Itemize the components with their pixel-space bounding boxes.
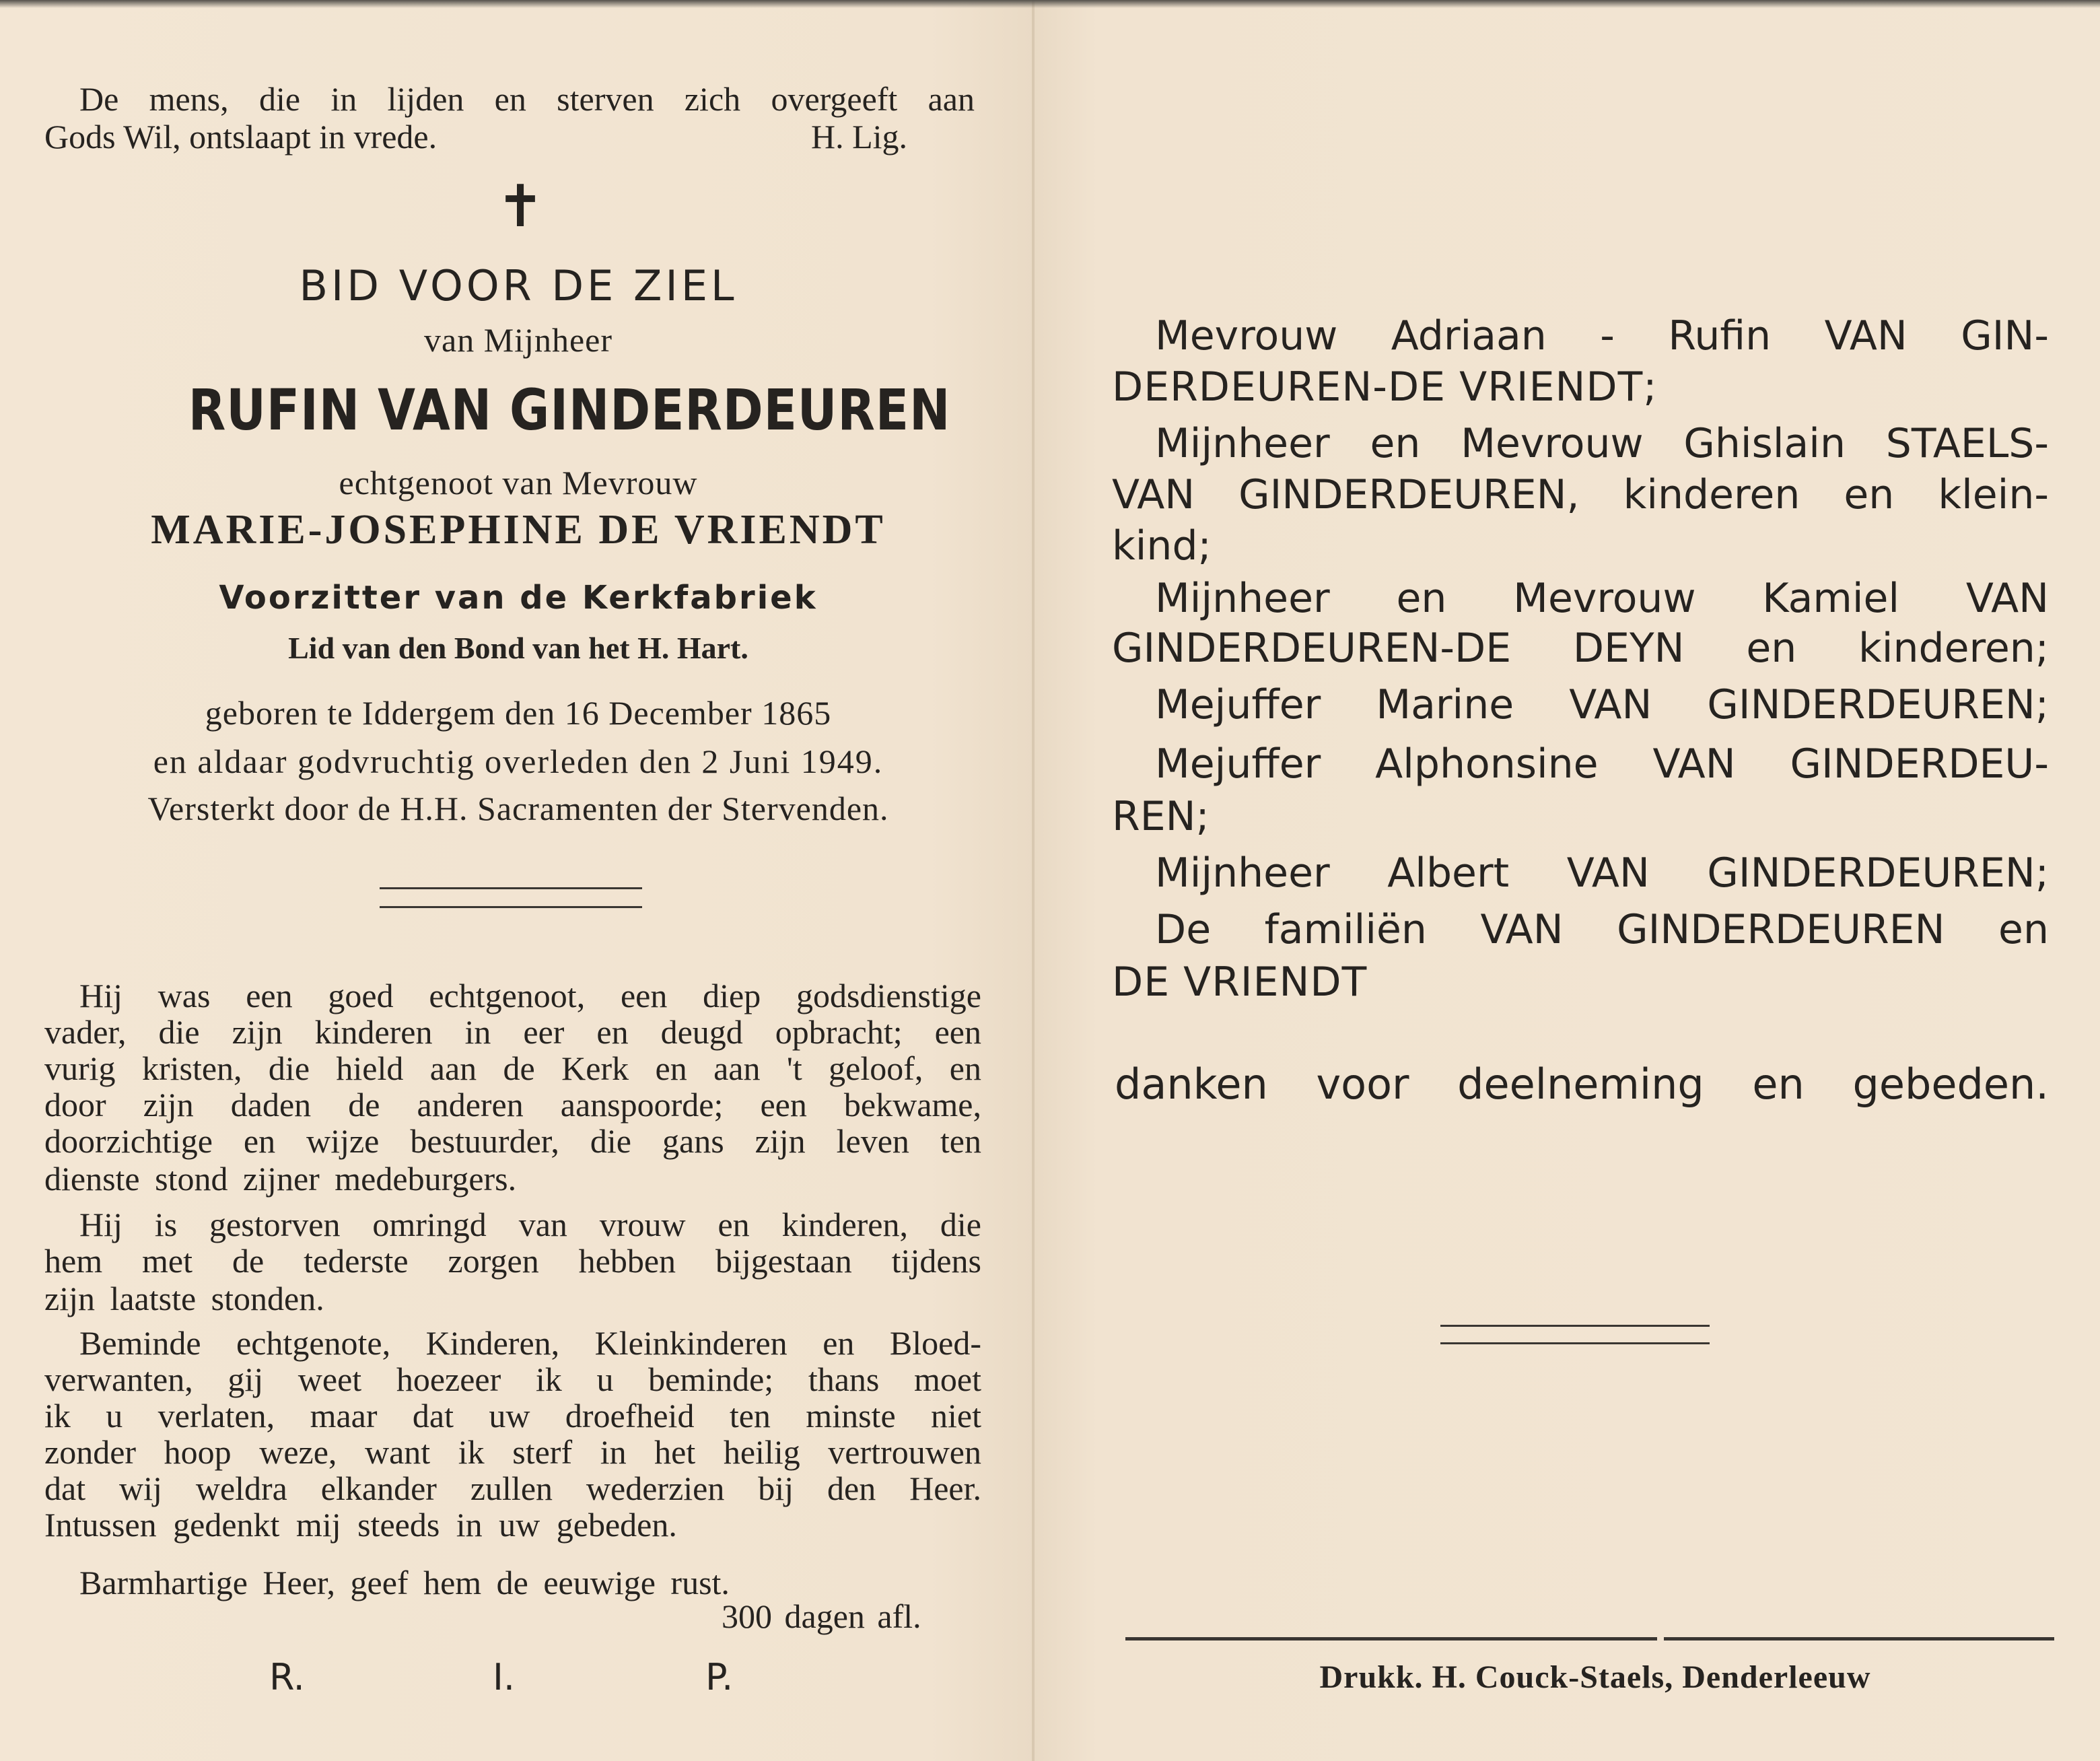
body-p3-line-1: Beminde echtgenote, Kinderen, Kleinkinderen en Bloed- [79, 1324, 981, 1362]
family-line-5: kind; [1112, 522, 1212, 569]
death-line: en aldaar godvruchtig overleden den 2 Juni 1949. [153, 743, 884, 780]
body-p1-line-2: vader, die zijn kinderen in eer en deugd opbracht; een [44, 1013, 981, 1051]
prayer-title: BID VOOR DE ZIEL [299, 261, 738, 310]
rip-p: P. [705, 1656, 734, 1698]
sacraments-line: Versterkt door de H.H. Sacramenten der Stervenden. [147, 790, 889, 827]
body-p3-line-3: ik u verlaten, maar dat uw droefheid ten minste niet [44, 1397, 981, 1435]
spouse-intro: echtgenoot van Mevrouw [339, 464, 698, 502]
closing-prayer: Barmhartige Heer, geef hem de eeuwige rust. [79, 1564, 730, 1601]
cross-icon: ✝ [495, 174, 545, 239]
printer-credit: Drukk. H. Couck-Staels, Denderleeuw [1319, 1659, 1871, 1695]
body-p2-line-2: hem met de tederste zorgen hebben bijgestaan tijdens [44, 1242, 981, 1280]
family-line-10: REN; [1112, 793, 1210, 840]
body-p1-line-4: door zijn daden de anderen aanspoorde; een bekwame, [44, 1086, 981, 1124]
body-p3-line-5: dat wij weldra elkander zullen wederzien bij den Heer. [44, 1470, 981, 1507]
deceased-name: RUFIN VAN GINDERDEUREN [188, 377, 951, 443]
family-line-13: DE VRIENDT [1112, 959, 1368, 1006]
family-line-2: DERDEUREN-DE VRIENDT; [1112, 364, 1658, 411]
role-kerkfabriek: Voorzitter van de Kerkfabriek [219, 579, 818, 617]
epigraph-line-2: Gods Wil, ontslaapt in vrede. [44, 118, 438, 156]
role-bond: Lid van den Bond van het H. Hart. [288, 631, 748, 665]
rip-i: I. [493, 1656, 516, 1698]
epigraph-line-1: De mens, die in lijden en sterven zich overgeeft aan [79, 80, 975, 118]
right-divider-upper [1440, 1325, 1710, 1327]
thanks-line: danken voor deelneming en gebeden. [1115, 1060, 2049, 1109]
body-p1-line-5: doorzichtige en wijze bestuurder, die gans zijn leven ten [44, 1122, 981, 1160]
body-p3-line-4: zonder hoop weze, want ik sterf in het heilig vertrouwen [44, 1433, 981, 1471]
footer-rule-right [1664, 1637, 2054, 1641]
family-line-4: VAN GINDERDEUREN, kinderen en klein- [1112, 471, 2049, 518]
body-p3-line-6: Intussen gedenkt mij steeds in uw gebeden. [44, 1506, 677, 1544]
family-line-7: GINDERDEUREN-DE DEYN en kinderen; [1112, 625, 2049, 672]
body-p2-line-3: zijn laatste stonden. [44, 1280, 324, 1317]
body-p2-line-1: Hij is gestorven omringd van vrouw en kinderen, die [79, 1206, 981, 1243]
family-line-12: De familiën VAN GINDERDEUREN en [1155, 906, 2049, 953]
birth-line: geboren te Iddergem den 16 December 1865 [205, 694, 832, 732]
card-fold [1032, 0, 1035, 1761]
body-p3-line-2: verwanten, gij weet hoezeer ik u beminde; thans moet [44, 1360, 981, 1398]
family-line-8: Mejuffer Marine VAN GINDERDEUREN; [1155, 681, 2049, 728]
indulgence: 300 dagen afl. [722, 1597, 921, 1635]
family-line-3: Mijnheer en Mevrouw Ghislain STAELS- [1155, 420, 2049, 467]
body-p1-line-6: dienste stond zijner medeburgers. [44, 1160, 517, 1198]
family-line-6: Mijnheer en Mevrouw Kamiel VAN [1155, 575, 2049, 622]
family-line-9: Mejuffer Alphonsine VAN GINDERDEU- [1155, 740, 2049, 788]
body-p1-line-3: vurig kristen, die hield aan de Kerk en aan 't geloof, en [44, 1049, 981, 1087]
honorific: van Mijnheer [424, 321, 612, 359]
divider-lower [380, 906, 642, 908]
rip-r: R. [269, 1656, 305, 1698]
spouse-name: MARIE-JOSEPHINE DE VRIENDT [151, 507, 886, 553]
right-divider-lower [1440, 1342, 1710, 1344]
body-p1-line-1: Hij was een goed echtgenoot, een diep godsdienstige [79, 977, 981, 1014]
family-line-11: Mijnheer Albert VAN GINDERDEUREN; [1155, 850, 2049, 897]
footer-rule-left [1125, 1637, 1657, 1641]
divider-upper [380, 887, 642, 889]
epigraph-source: H. Lig. [811, 118, 908, 156]
top-shadow [0, 0, 2100, 8]
family-line-1: Mevrouw Adriaan - Rufin VAN GIN- [1155, 312, 2049, 359]
